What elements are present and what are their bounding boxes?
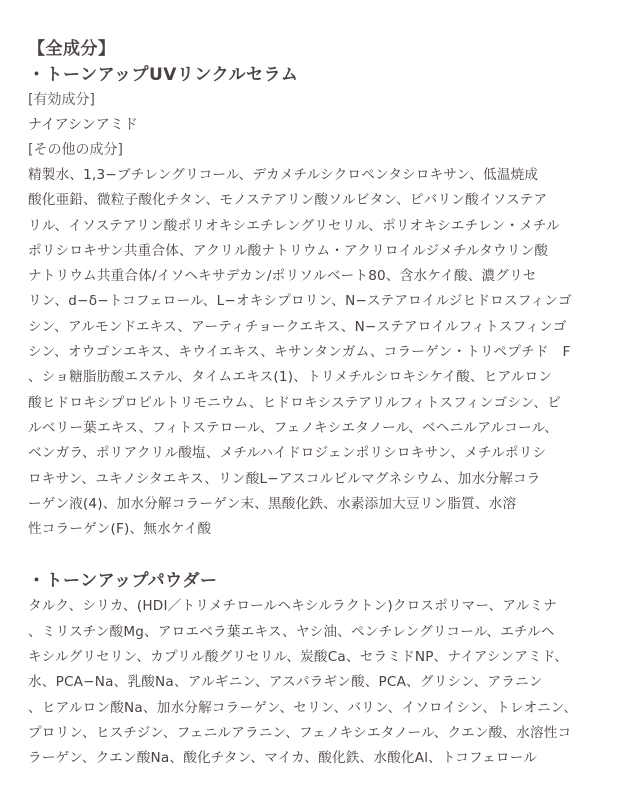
section-uv-wrinkle-serum	[28, 62, 624, 542]
ingredient-line: シン、アルモンドエキス、アーティチョークエキス、N−ステアロイルフィトスフィンゴ	[28, 318, 567, 335]
ingredient-line: 水、PCA−Na、乳酸Na、アルギニン、アスパラギン酸、PCA、グリシン、アラニン	[28, 674, 543, 691]
section-tone-up-powder	[28, 568, 624, 771]
ingredient-line: 、ミリスチン酸Mg、アロエベラ葉エキス、ヤシ油、ペンチレングリコール、エチルヘ	[28, 623, 555, 640]
ingredient-line: 、ショ糖脂肪酸エステル、タイムエキス(1)、トリメチルシロキシケイ酸、ヒアルロン	[28, 369, 553, 386]
active-ingredient-label: [有効成分]	[28, 92, 95, 108]
ingredient-line: プロリン、ヒスチジン、フェニルアラニン、フェノキシエタノール、クエン酸、水溶性コ	[28, 724, 572, 741]
active-ingredient-value: ナイアシンアミド	[28, 117, 138, 133]
serum-ingredients-text	[28, 163, 624, 542]
product-title-serum: ・トーンアップUVリンクルセラム	[28, 65, 299, 85]
ingredient-line: リン、d−δ−トコフェロール、L−オキシプロリン、N−ステアロイルジヒドロスフィンゴ	[28, 293, 572, 310]
ingredient-line: リル、イソステアリン酸ポリオキシエチレングリセリル、ポリオキシエチレン・メチル	[28, 217, 560, 234]
ingredient-line: ロキサン、ユキノシタエキス、リン酸L−アスコルビルマグネシウム、加水分解コラ	[28, 470, 541, 487]
full-ingredients-heading: 【全成分】	[28, 39, 116, 59]
powder-ingredients-text	[28, 594, 624, 771]
other-ingredients-label: [その他の成分]	[28, 142, 123, 158]
ingredients-document	[28, 36, 624, 772]
ingredient-line: 精製水、1,3−ブチレングリコール、デカメチルシクロペンタシロキサン、低温焼成	[28, 167, 539, 183]
ingredient-line: 酸ヒドロキシプロピルトリモニウム、ヒドロキシステアリルフィトスフィンゴシン、ビ	[28, 394, 561, 411]
section-spacer	[28, 542, 624, 568]
ingredient-line: 、ヒアルロン酸Na、加水分解コラーゲン、セリン、バリン、イソロイシン、トレオニン、	[28, 699, 578, 716]
product-title-powder: ・トーンアップパウダー	[28, 571, 218, 592]
ingredient-line: タルク、シリカ、(HDI／トリメチロールヘキシルラクトン)クロスポリマー、アルミナ	[28, 598, 558, 615]
ingredient-line: ナトリウム共重合体/イソヘキサデカン/ポリソルベート80、含水ケイ酸、濃グリセ	[28, 268, 537, 285]
ingredient-line: キシルグリセリン、カプリル酸グリセリル、炭酸Ca、セラミドNP、ナイアシンアミド、	[28, 649, 569, 666]
ingredient-line: ルベリー葉エキス、フィトステロール、フェノキシエタノール、ベヘニルアルコール、	[28, 419, 559, 436]
ingredient-line: ベンガラ、ポリアクリル酸塩、メチルハイドロジェンポリシロキサン、メチルポリシ	[28, 445, 547, 462]
ingredient-line: ラーゲン、クエン酸Na、酸化チタン、マイカ、酸化鉄、水酸化Al、トコフェロール	[28, 750, 538, 767]
ingredient-line: 酸化亜鉛、微粒子酸化チタン、モノステアリン酸ソルビタン、ピバリン酸イソステア	[28, 192, 548, 209]
ingredient-line: ポリシロキサン共重合体、アクリル酸ナトリウム・アクリロイルジメチルタウリン酸	[28, 242, 549, 259]
ingredient-line: シン、オウゴンエキス、キウイエキス、キサンタンガム、コラーゲン・トリペプチド F	[28, 344, 571, 361]
ingredient-line: 性コラーゲン(F)、無水ケイ酸	[28, 521, 212, 538]
ingredient-line: ーゲン液(4)、加水分解コラーゲン末、黒酸化鉄、水素添加大豆リン脂質、水溶	[28, 495, 517, 512]
